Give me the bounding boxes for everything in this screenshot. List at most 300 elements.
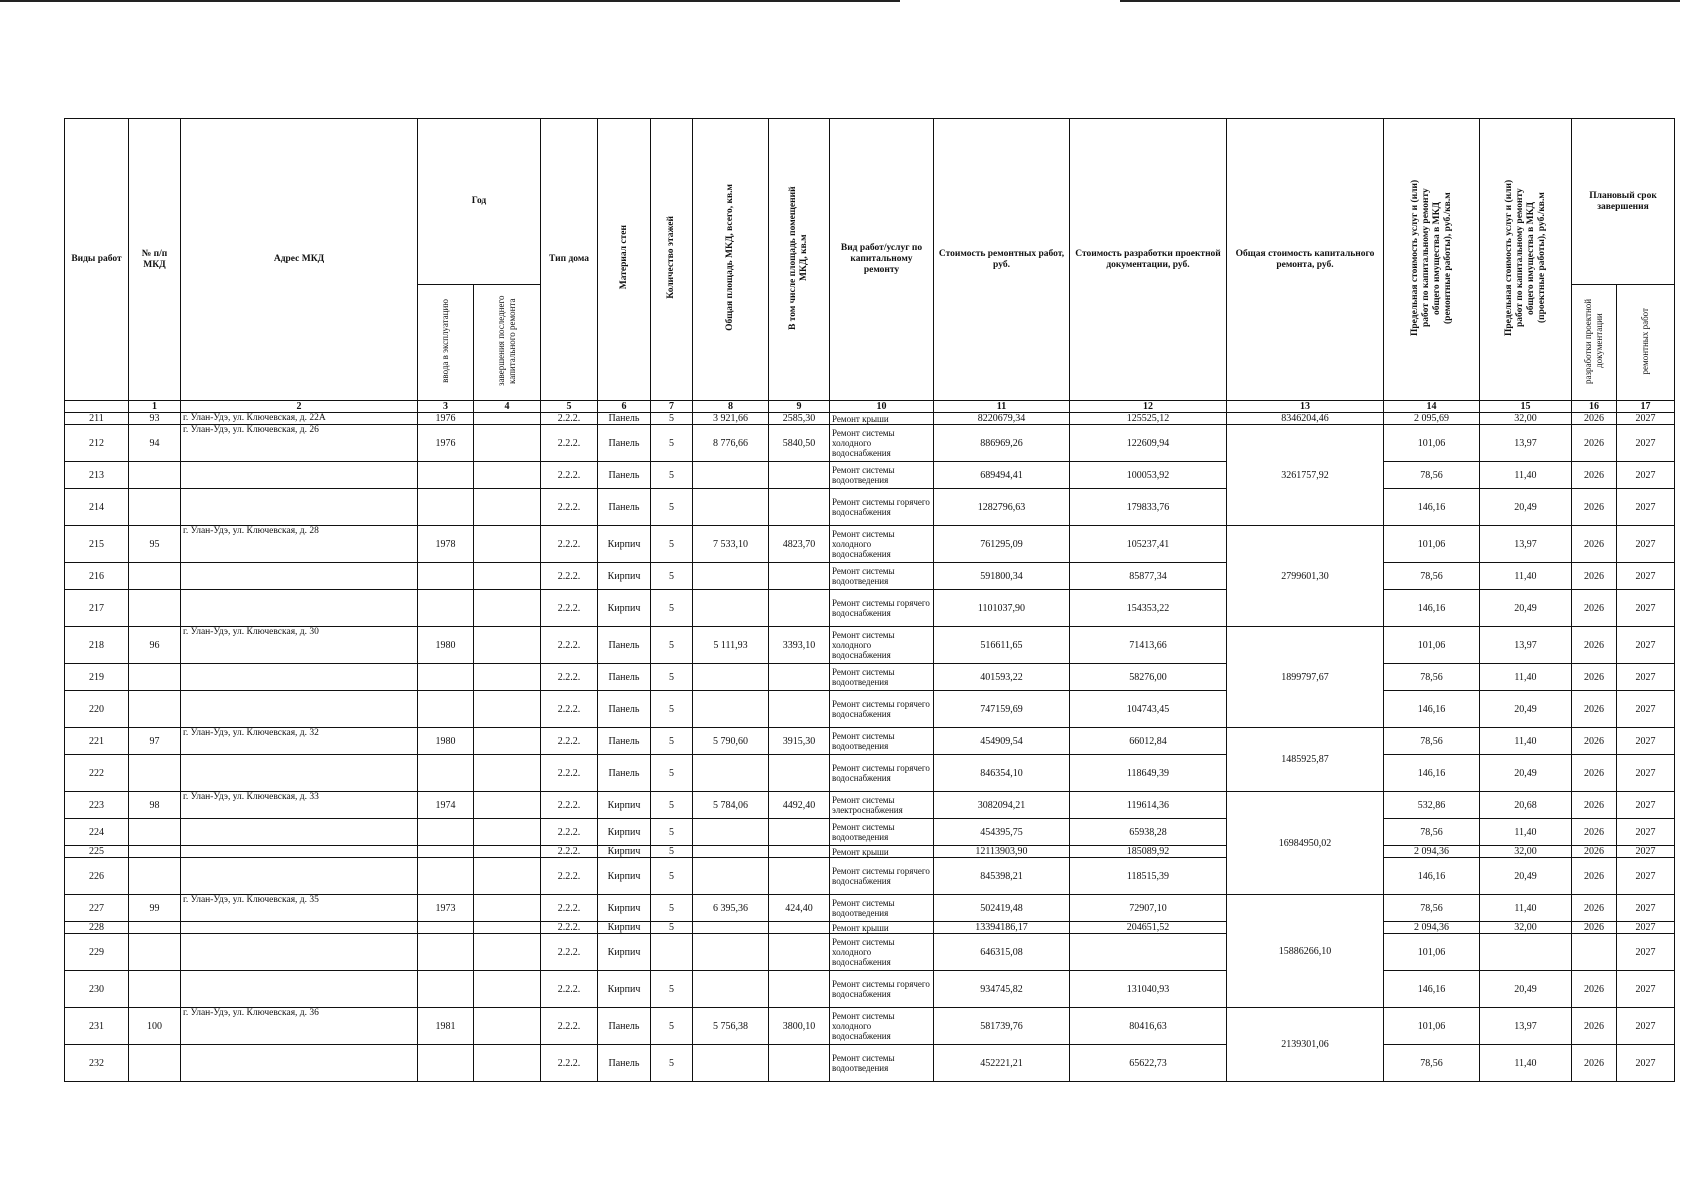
year-last-repair — [474, 971, 541, 1008]
premises-area: 5840,50 — [769, 425, 830, 462]
repair-deadline: 2027 — [1617, 1045, 1675, 1082]
design-cost-limit: 20,49 — [1480, 691, 1572, 728]
row-id: 214 — [65, 489, 129, 526]
house-address: г. Улан-Удэ, ул. Ключевская, д. 26 — [181, 425, 418, 462]
column-numbers-row — [65, 401, 1675, 413]
total-area: 3 921,66 — [693, 413, 769, 425]
premises-area — [769, 664, 830, 691]
repair-cost-limit: 78,56 — [1384, 728, 1480, 755]
col-number: 6 — [598, 401, 651, 413]
row-id: 215 — [65, 526, 129, 563]
house-type: 2.2.2. — [541, 563, 598, 590]
repair-deadline: 2027 — [1617, 590, 1675, 627]
design-cost: 100053,92 — [1070, 462, 1227, 489]
design-deadline: 2026 — [1572, 413, 1617, 425]
repair-deadline: 2027 — [1617, 971, 1675, 1008]
house-type: 2.2.2. — [541, 895, 598, 922]
row-id: 232 — [65, 1045, 129, 1082]
design-cost: 104743,45 — [1070, 691, 1227, 728]
total-area: 8 776,66 — [693, 425, 769, 462]
header-material: Материал стен — [598, 119, 651, 401]
repair-cost-limit: 2 095,69 — [1384, 413, 1480, 425]
col-number: 9 — [769, 401, 830, 413]
work-type: Ремонт системы горячего водоснабжения — [830, 971, 934, 1008]
year-last-repair — [474, 819, 541, 846]
design-cost-limit: 11,40 — [1480, 563, 1572, 590]
design-cost — [1070, 934, 1227, 971]
house-type: 2.2.2. — [541, 413, 598, 425]
total-area — [693, 489, 769, 526]
row-id: 213 — [65, 462, 129, 489]
repair-cost-limit: 146,16 — [1384, 755, 1480, 792]
repair-cost: 886969,26 — [934, 425, 1070, 462]
house-number — [129, 691, 181, 728]
capital-repair-table — [64, 118, 1675, 1082]
house-address: г. Улан-Удэ, ул. Ключевская, д. 36 — [181, 1008, 418, 1045]
floors: 5 — [651, 462, 693, 489]
house-type: 2.2.2. — [541, 755, 598, 792]
total-area — [693, 1045, 769, 1082]
year-last-repair — [474, 846, 541, 858]
year-last-repair — [474, 691, 541, 728]
floors: 5 — [651, 922, 693, 934]
house-type: 2.2.2. — [541, 664, 598, 691]
design-deadline: 2026 — [1572, 846, 1617, 858]
repair-cost-limit: 532,86 — [1384, 792, 1480, 819]
repair-deadline: 2027 — [1617, 819, 1675, 846]
wall-material: Кирпич — [598, 858, 651, 895]
year-built — [418, 563, 474, 590]
design-cost-limit: 20,49 — [1480, 755, 1572, 792]
design-cost: 71413,66 — [1070, 627, 1227, 664]
year-built — [418, 922, 474, 934]
total-area: 5 756,38 — [693, 1008, 769, 1045]
year-built — [418, 858, 474, 895]
repair-cost-limit: 78,56 — [1384, 895, 1480, 922]
repair-cost-limit: 101,06 — [1384, 425, 1480, 462]
col-number: 11 — [934, 401, 1070, 413]
design-deadline: 2026 — [1572, 1008, 1617, 1045]
year-last-repair — [474, 858, 541, 895]
floors: 5 — [651, 895, 693, 922]
house-number — [129, 846, 181, 858]
design-cost: 65938,28 — [1070, 819, 1227, 846]
year-last-repair — [474, 792, 541, 819]
design-cost: 65622,73 — [1070, 1045, 1227, 1082]
design-deadline: 2026 — [1572, 792, 1617, 819]
design-cost: 66012,84 — [1070, 728, 1227, 755]
premises-area: 424,40 — [769, 895, 830, 922]
year-built: 1978 — [418, 526, 474, 563]
year-last-repair — [474, 934, 541, 971]
row-id: 216 — [65, 563, 129, 590]
table-row — [65, 895, 1675, 922]
repair-cost: 747159,69 — [934, 691, 1070, 728]
table-row — [65, 590, 1675, 627]
design-cost-limit — [1480, 934, 1572, 971]
year-built — [418, 819, 474, 846]
table-row — [65, 728, 1675, 755]
design-deadline: 2026 — [1572, 691, 1617, 728]
house-number — [129, 858, 181, 895]
repair-cost-limit: 2 094,36 — [1384, 922, 1480, 934]
house-type: 2.2.2. — [541, 590, 598, 627]
house-address — [181, 934, 418, 971]
year-built: 1981 — [418, 1008, 474, 1045]
design-cost: 154353,22 — [1070, 590, 1227, 627]
repair-cost: 591800,34 — [934, 563, 1070, 590]
wall-material: Панель — [598, 627, 651, 664]
house-number — [129, 664, 181, 691]
year-last-repair — [474, 563, 541, 590]
house-number: 95 — [129, 526, 181, 563]
design-cost: 85877,34 — [1070, 563, 1227, 590]
year-last-repair — [474, 425, 541, 462]
design-deadline: 2026 — [1572, 819, 1617, 846]
table-row — [65, 691, 1675, 728]
repair-cost: 646315,08 — [934, 934, 1070, 971]
row-id: 229 — [65, 934, 129, 971]
col-number: 15 — [1480, 401, 1572, 413]
design-cost-limit: 11,40 — [1480, 895, 1572, 922]
house-address — [181, 489, 418, 526]
table-row — [65, 1008, 1675, 1045]
repair-cost-limit: 2 094,36 — [1384, 846, 1480, 858]
house-type: 2.2.2. — [541, 425, 598, 462]
premises-area: 3800,10 — [769, 1008, 830, 1045]
premises-area — [769, 858, 830, 895]
design-cost-limit: 11,40 — [1480, 1045, 1572, 1082]
repair-cost: 502419,48 — [934, 895, 1070, 922]
house-number — [129, 819, 181, 846]
design-cost: 118649,39 — [1070, 755, 1227, 792]
table-row — [65, 792, 1675, 819]
work-type: Ремонт системы холодного водоснабжения — [830, 627, 934, 664]
design-cost: 204651,52 — [1070, 922, 1227, 934]
house-type: 2.2.2. — [541, 792, 598, 819]
repair-deadline: 2027 — [1617, 462, 1675, 489]
repair-deadline: 2027 — [1617, 1008, 1675, 1045]
floors: 5 — [651, 526, 693, 563]
house-number — [129, 563, 181, 590]
design-cost-limit: 20,49 — [1480, 858, 1572, 895]
house-type: 2.2.2. — [541, 1008, 598, 1045]
floors: 5 — [651, 1008, 693, 1045]
wall-material: Кирпич — [598, 846, 651, 858]
house-number: 100 — [129, 1008, 181, 1045]
col-number: 17 — [1617, 401, 1675, 413]
year-last-repair — [474, 462, 541, 489]
year-last-repair — [474, 895, 541, 922]
wall-material: Кирпич — [598, 819, 651, 846]
scan-edge-line — [0, 0, 900, 2]
repair-cost-limit: 78,56 — [1384, 819, 1480, 846]
row-id: 211 — [65, 413, 129, 425]
house-address — [181, 590, 418, 627]
premises-area — [769, 755, 830, 792]
header-adres: Адрес МКД — [181, 119, 418, 401]
scan-edge-line-right — [1120, 0, 1680, 2]
repair-cost-limit: 146,16 — [1384, 858, 1480, 895]
house-type: 2.2.2. — [541, 1045, 598, 1082]
header-ploshchad-pomeshch: В том числе площадь помещений МКД, кв.м — [769, 119, 830, 401]
design-cost: 122609,94 — [1070, 425, 1227, 462]
year-last-repair — [474, 590, 541, 627]
table-row — [65, 922, 1675, 934]
col-number: 13 — [1227, 401, 1384, 413]
design-cost: 105237,41 — [1070, 526, 1227, 563]
repair-cost: 8220679,34 — [934, 413, 1070, 425]
repair-cost-limit: 146,16 — [1384, 489, 1480, 526]
col-number — [65, 401, 129, 413]
design-cost: 58276,00 — [1070, 664, 1227, 691]
design-deadline: 2026 — [1572, 664, 1617, 691]
col-number: 7 — [651, 401, 693, 413]
year-last-repair — [474, 526, 541, 563]
header-ploshchad: Общая площадь МКД, всего, кв.м — [693, 119, 769, 401]
floors: 5 — [651, 858, 693, 895]
work-type: Ремонт системы электроснабжения — [830, 792, 934, 819]
repair-cost: 845398,21 — [934, 858, 1070, 895]
repair-deadline: 2027 — [1617, 755, 1675, 792]
design-deadline — [1572, 934, 1617, 971]
premises-area — [769, 934, 830, 971]
premises-area: 3915,30 — [769, 728, 830, 755]
design-deadline: 2026 — [1572, 858, 1617, 895]
wall-material: Панель — [598, 1045, 651, 1082]
header-nomer: № п/п МКД — [129, 119, 181, 401]
floors: 5 — [651, 563, 693, 590]
row-id: 231 — [65, 1008, 129, 1045]
house-address — [181, 858, 418, 895]
design-deadline: 2026 — [1572, 489, 1617, 526]
total-area — [693, 590, 769, 627]
design-deadline: 2026 — [1572, 462, 1617, 489]
house-number — [129, 590, 181, 627]
repair-cost-limit: 78,56 — [1384, 563, 1480, 590]
year-built: 1980 — [418, 728, 474, 755]
repair-deadline: 2027 — [1617, 846, 1675, 858]
design-cost-limit: 13,97 — [1480, 425, 1572, 462]
design-cost: 119614,36 — [1070, 792, 1227, 819]
header-vidy-rabot: Виды работ — [65, 119, 129, 401]
house-number — [129, 462, 181, 489]
floors: 5 — [651, 1045, 693, 1082]
total-cost: 16984950,02 — [1227, 792, 1384, 895]
house-address — [181, 691, 418, 728]
wall-material: Панель — [598, 728, 651, 755]
work-type: Ремонт системы горячего водоснабжения — [830, 489, 934, 526]
year-last-repair — [474, 728, 541, 755]
design-cost-limit: 32,00 — [1480, 846, 1572, 858]
house-type: 2.2.2. — [541, 526, 598, 563]
work-type: Ремонт системы горячего водоснабжения — [830, 590, 934, 627]
floors: 5 — [651, 846, 693, 858]
work-type: Ремонт системы водоотведения — [830, 563, 934, 590]
repair-deadline: 2027 — [1617, 858, 1675, 895]
year-built: 1976 — [418, 425, 474, 462]
wall-material: Кирпич — [598, 895, 651, 922]
work-type: Ремонт системы водоотведения — [830, 895, 934, 922]
wall-material: Панель — [598, 462, 651, 489]
repair-deadline: 2027 — [1617, 934, 1675, 971]
year-last-repair — [474, 489, 541, 526]
floors: 5 — [651, 590, 693, 627]
row-id: 226 — [65, 858, 129, 895]
total-area: 5 790,60 — [693, 728, 769, 755]
row-id: 225 — [65, 846, 129, 858]
design-deadline: 2026 — [1572, 895, 1617, 922]
wall-material: Панель — [598, 489, 651, 526]
total-area — [693, 462, 769, 489]
row-id: 218 — [65, 627, 129, 664]
col-number: 1 — [129, 401, 181, 413]
year-last-repair — [474, 922, 541, 934]
floors: 5 — [651, 728, 693, 755]
header-srok-proekt: разработки проектной документации — [1572, 285, 1617, 401]
wall-material: Кирпич — [598, 792, 651, 819]
design-cost-limit: 11,40 — [1480, 819, 1572, 846]
repair-cost-limit: 146,16 — [1384, 691, 1480, 728]
work-type: Ремонт крыши — [830, 846, 934, 858]
repair-cost: 1282796,63 — [934, 489, 1070, 526]
house-address: г. Улан-Удэ, ул. Ключевская, д. 30 — [181, 627, 418, 664]
year-built: 1974 — [418, 792, 474, 819]
table-row — [65, 627, 1675, 664]
table-row — [65, 819, 1675, 846]
house-number — [129, 922, 181, 934]
year-built: 1980 — [418, 627, 474, 664]
design-cost-limit: 32,00 — [1480, 922, 1572, 934]
house-number: 94 — [129, 425, 181, 462]
house-address: г. Улан-Удэ, ул. Ключевская, д. 22А — [181, 413, 418, 425]
header-srok-remont: ремонтных работ — [1617, 285, 1675, 401]
row-id: 212 — [65, 425, 129, 462]
repair-cost-limit: 101,06 — [1384, 1008, 1480, 1045]
total-area: 5 784,06 — [693, 792, 769, 819]
table-row — [65, 858, 1675, 895]
design-cost: 125525,12 — [1070, 413, 1227, 425]
premises-area — [769, 971, 830, 1008]
wall-material: Панель — [598, 1008, 651, 1045]
total-area: 6 395,36 — [693, 895, 769, 922]
header-predel-proekt: Предельная стоимость услуг и (или) работ по капитальному ремонту общего имущества в МКД (проектные работы), руб./кв.м — [1480, 119, 1572, 401]
design-cost-limit: 32,00 — [1480, 413, 1572, 425]
repair-deadline: 2027 — [1617, 526, 1675, 563]
work-type: Ремонт системы водоотведения — [830, 728, 934, 755]
row-id: 217 — [65, 590, 129, 627]
year-built — [418, 971, 474, 1008]
header-etazhi: Количество этажей — [651, 119, 693, 401]
table-row — [65, 526, 1675, 563]
repair-cost-limit: 78,56 — [1384, 664, 1480, 691]
repair-cost: 12113903,90 — [934, 846, 1070, 858]
house-number: 98 — [129, 792, 181, 819]
design-deadline: 2026 — [1572, 728, 1617, 755]
year-built — [418, 462, 474, 489]
house-type: 2.2.2. — [541, 971, 598, 1008]
wall-material: Кирпич — [598, 934, 651, 971]
design-cost-limit: 13,97 — [1480, 526, 1572, 563]
wall-material: Панель — [598, 755, 651, 792]
repair-cost-limit: 101,06 — [1384, 526, 1480, 563]
col-number: 2 — [181, 401, 418, 413]
design-cost: 118515,39 — [1070, 858, 1227, 895]
year-built: 1973 — [418, 895, 474, 922]
year-last-repair — [474, 755, 541, 792]
total-cost: 8346204,46 — [1227, 413, 1384, 425]
design-deadline: 2026 — [1572, 590, 1617, 627]
house-address — [181, 1045, 418, 1082]
premises-area — [769, 590, 830, 627]
wall-material: Панель — [598, 413, 651, 425]
house-type: 2.2.2. — [541, 819, 598, 846]
total-area — [693, 563, 769, 590]
design-deadline: 2026 — [1572, 526, 1617, 563]
row-id: 223 — [65, 792, 129, 819]
repair-cost-limit: 101,06 — [1384, 934, 1480, 971]
design-cost-limit: 20,49 — [1480, 590, 1572, 627]
design-deadline: 2026 — [1572, 563, 1617, 590]
house-number: 97 — [129, 728, 181, 755]
header-god-vvoda: ввода в эксплуатацию — [418, 285, 474, 401]
table-row — [65, 755, 1675, 792]
repair-deadline: 2027 — [1617, 425, 1675, 462]
floors: 5 — [651, 425, 693, 462]
design-cost: 72907,10 — [1070, 895, 1227, 922]
work-type: Ремонт крыши — [830, 413, 934, 425]
house-type: 2.2.2. — [541, 691, 598, 728]
year-last-repair — [474, 1008, 541, 1045]
floors: 5 — [651, 489, 693, 526]
row-id: 228 — [65, 922, 129, 934]
work-type: Ремонт системы холодного водоснабжения — [830, 934, 934, 971]
house-address — [181, 664, 418, 691]
premises-area: 4492,40 — [769, 792, 830, 819]
premises-area — [769, 462, 830, 489]
total-area — [693, 846, 769, 858]
house-number — [129, 971, 181, 1008]
house-address — [181, 755, 418, 792]
floors: 5 — [651, 792, 693, 819]
design-cost: 80416,63 — [1070, 1008, 1227, 1045]
premises-area — [769, 691, 830, 728]
house-address — [181, 563, 418, 590]
total-area — [693, 664, 769, 691]
col-number: 14 — [1384, 401, 1480, 413]
header-predel-remont: Предельная стоимость услуг и (или) работ по капитальному ремонту общего имущества в МКД (ремонтные работы), руб./кв.м — [1384, 119, 1480, 401]
header-stoimost-proekt: Стоимость разработки проектной документации, руб. — [1070, 119, 1227, 401]
repair-deadline: 2027 — [1617, 664, 1675, 691]
table-row — [65, 971, 1675, 1008]
year-last-repair — [474, 1045, 541, 1082]
repair-cost: 846354,10 — [934, 755, 1070, 792]
row-id: 224 — [65, 819, 129, 846]
repair-cost-limit: 78,56 — [1384, 462, 1480, 489]
house-address — [181, 971, 418, 1008]
row-id: 221 — [65, 728, 129, 755]
year-built: 1976 — [418, 413, 474, 425]
repair-cost: 581739,76 — [934, 1008, 1070, 1045]
year-built — [418, 1045, 474, 1082]
header-stoimost-remont: Стоимость ремонтных работ, руб. — [934, 119, 1070, 401]
header-tip-doma: Тип дома — [541, 119, 598, 401]
design-cost-limit: 20,49 — [1480, 971, 1572, 1008]
header-god-zaversheniya: завершения последнего капитального ремонта — [474, 285, 541, 401]
header-srok: Плановый срок завершения — [1572, 119, 1675, 285]
total-cost: 1899797,67 — [1227, 627, 1384, 728]
table-row — [65, 1045, 1675, 1082]
